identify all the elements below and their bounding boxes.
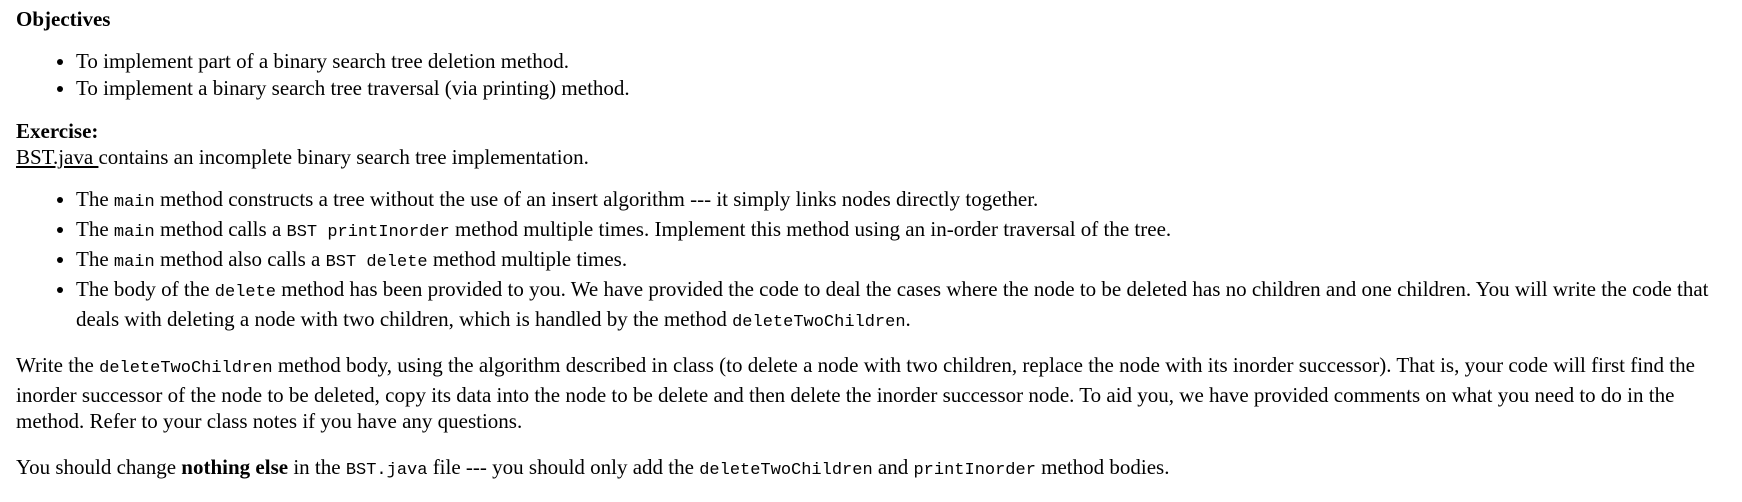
exercise-item-main-constructs bbox=[76, 186, 1736, 216]
objectives-list bbox=[16, 48, 1736, 102]
text-segment: The bbox=[76, 217, 114, 241]
text-segment: The bbox=[76, 247, 114, 271]
exercise-item-delete-body bbox=[76, 276, 1736, 336]
exercise-intro-text: contains an incomplete binary search tree implementation. bbox=[98, 145, 589, 169]
exercise-item-delete-calls bbox=[76, 246, 1736, 276]
text-segment: You should change bbox=[16, 455, 182, 479]
exercise-heading: Exercise: bbox=[16, 119, 99, 143]
code-main: main bbox=[113, 253, 155, 272]
text-segment: method multiple times. bbox=[427, 247, 628, 271]
text-segment: and bbox=[872, 455, 914, 479]
emphasis-nothing-else: nothing else bbox=[181, 455, 289, 479]
code-deletetwochildren: deleteTwoChildren bbox=[699, 461, 873, 480]
code-bst-printinorder: BST printInorder bbox=[286, 223, 450, 242]
code-main: main bbox=[113, 223, 155, 242]
text-segment: method has been provided to you. We have provided the code to deal the cases where the node to be deleted has no children and one children. You will write the code that deals with deleting a node with two children, which is handled by the method bbox=[76, 277, 1709, 331]
text-segment: file --- you should only add the bbox=[427, 455, 700, 479]
text-segment: The bbox=[76, 187, 114, 211]
write-method-paragraph bbox=[16, 352, 1736, 434]
text-segment: method bodies. bbox=[1035, 455, 1170, 479]
objective-item: • To implement a binary search tree traversal (via printing) method. bbox=[76, 75, 1736, 102]
text-segment: Write the bbox=[16, 353, 100, 377]
code-main: main bbox=[113, 193, 155, 212]
exercise-list bbox=[16, 186, 1736, 336]
code-deletetwochildren: deleteTwoChildren bbox=[732, 313, 906, 332]
code-printinorder: printInorder bbox=[913, 461, 1036, 480]
text-segment: method multiple times. Implement this method using an in-order traversal of the tree. bbox=[449, 217, 1172, 241]
code-deletetwochildren: deleteTwoChildren bbox=[99, 359, 273, 378]
exercise-intro bbox=[16, 144, 1736, 170]
code-bst-delete: BST delete bbox=[325, 253, 428, 272]
change-nothing-paragraph bbox=[16, 454, 1736, 484]
code-bst-java: BST.java bbox=[345, 461, 428, 480]
text-segment: method body, using the algorithm described in class (to delete a node with two children, replace the node with its inorder successor). That is, your code will first find the inorder successor of the node to be deleted, copy its data into the node to be delete and then delete the inorder successor node. To aid you, we have provided comments on what you need to do in the method. Refer to your class notes if you have any questions. bbox=[16, 353, 1695, 433]
text-segment: The body of the bbox=[76, 277, 215, 301]
code-delete: delete bbox=[214, 283, 277, 302]
exercise-item-print-inorder bbox=[76, 216, 1736, 246]
text-segment: method also calls a bbox=[154, 247, 326, 271]
text-segment: . bbox=[905, 307, 911, 331]
text-segment: method constructs a tree without the use of an insert algorithm --- it simply links nodes directly together. bbox=[154, 187, 1039, 211]
text-segment: in the bbox=[288, 455, 346, 479]
objectives-heading: Objectives bbox=[16, 7, 111, 31]
bst-java-link[interactable]: BST.java bbox=[16, 145, 99, 169]
text-segment: method calls a bbox=[154, 217, 287, 241]
objective-item: • To implement part of a binary search tree deletion method. bbox=[76, 48, 1736, 75]
